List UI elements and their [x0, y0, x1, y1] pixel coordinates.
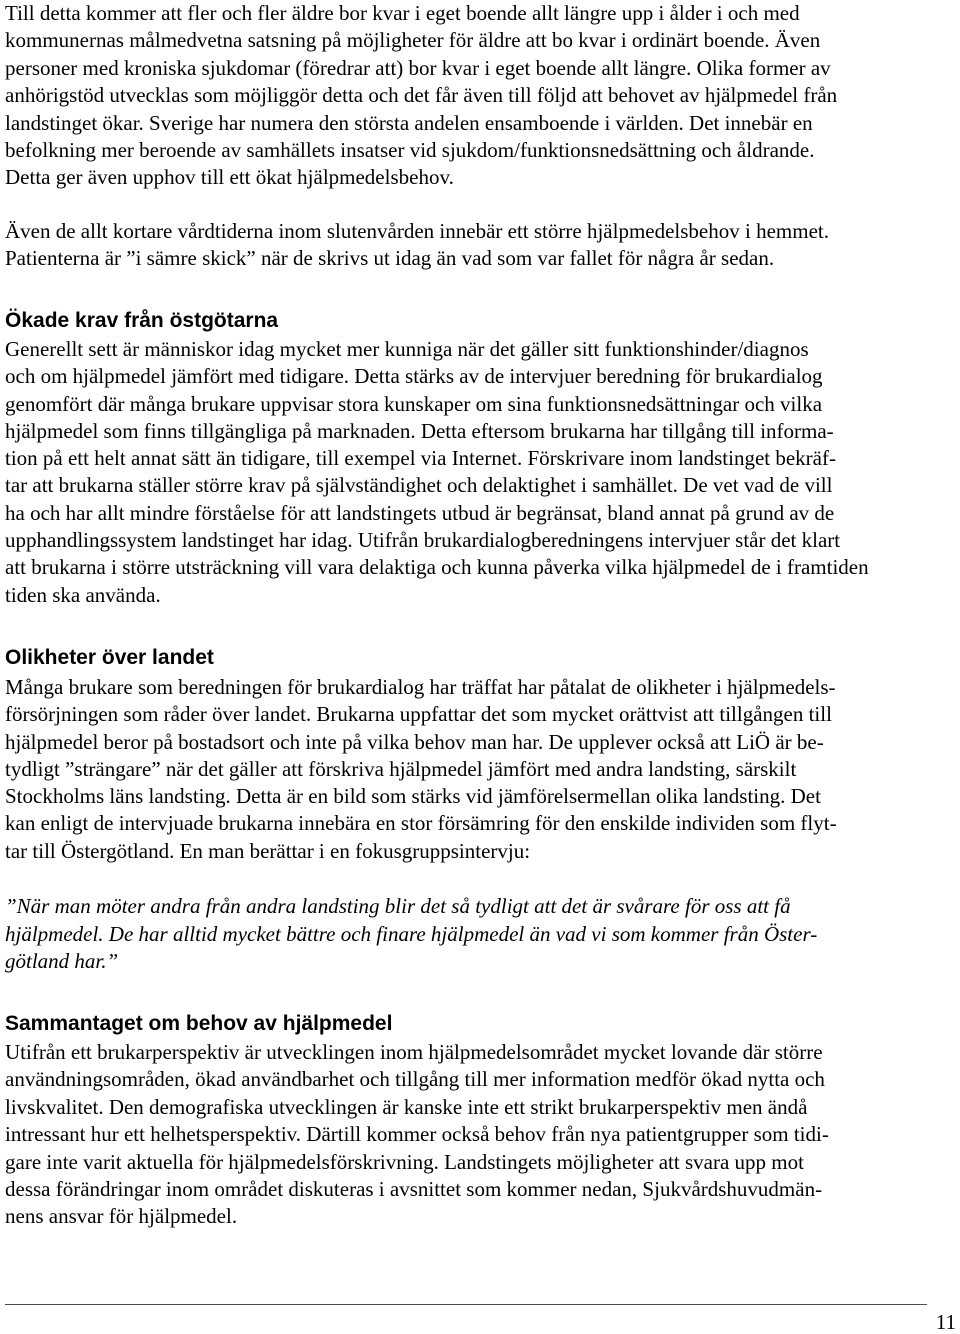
text-line: gare inte varit aktuella för hjälpmedelsförskrivning. Landstingets möjligheter att svara upp mot	[5, 1149, 804, 1174]
text-line: tar att brukarna ställer större krav på självständighet och delaktighet i samhället. De vet vad de vill	[5, 473, 833, 498]
section-heading-summary: Sammantaget om behov av hjälpmedel	[5, 1012, 393, 1035]
text-line: Till detta kommer att fler och fler äldre bor kvar i eget boende allt längre upp i ålder i och med	[5, 1, 800, 25]
text-line: tion på ett helt annat sätt än tidigare, till exempel via Internet. Förskrivare inom landstinget bekräf-	[5, 446, 836, 471]
text-line: landstinget ökar. Sverige har numera den största andelen ensamboende i världen. Det innebär en	[5, 110, 813, 135]
text-line: personer med kroniska sjukdomar (föredrar att) bor kvar i eget boende allt längre. Olika former av	[5, 55, 831, 80]
differences-paragraph	[5, 674, 955, 865]
quote-line: götland har.”	[5, 949, 119, 974]
section-heading-differences: Olikheter över landet	[5, 646, 214, 669]
text-line: hjälpmedel som finns tillgängliga på marknaden. Detta eftersom brukarna har tillgång till informa-	[5, 418, 834, 443]
text-line: Generellt sett är människor idag mycket mer kunniga när det gäller sitt funktionshinder/diagnos	[5, 337, 809, 361]
text-line: anhörigstöd utvecklas som möjliggör detta och det får även till följd att behovet av hjälpmedel från	[5, 83, 838, 108]
text-line: dessa förändringar inom området diskuteras i avsnittet som kommer nedan, Sjukvårdshuvudmän-	[5, 1177, 823, 1202]
text-line: hjälpmedel beror på bostadsort och inte på vilka behov man har. De upplever också att LiÖ är be-	[5, 729, 824, 754]
text-line: att brukarna i större utsträckning vill vara delaktiga och kunna påverka vilka hjälpmedel de i framtiden	[5, 555, 869, 580]
text-line: ha och har allt mindre förståelse för att landstingets utbud är begränsat, bland annat på grund av de	[5, 500, 835, 525]
footer-divider	[5, 1304, 927, 1305]
text-line: tydligt ”strängare” när det gäller att förskriva hjälpmedel jämfört med andra landsting, särskilt	[5, 756, 797, 781]
text-line: Detta ger även upphov till ett ökat hjälpmedelsbehov.	[5, 165, 454, 190]
text-line: användningsområden, ökad användbarhet och tillgång till mer information medför ökad nytta och	[5, 1067, 825, 1092]
quote-line: hjälpmedel. De har alltid mycket bättre och finare hjälpmedel än vad vi som kommer från Öster-	[5, 921, 818, 946]
interview-quote	[5, 893, 955, 976]
text-line: livskvalitet. Den demografiska utvecklingen är kanske inte ett strikt brukarperspektiv men ändå	[5, 1094, 808, 1119]
page-number: 11	[935, 1310, 956, 1334]
text-line: kommunernas målmedvetna satsning på möjligheter för äldre att bo kvar i ordinärt boende. Även	[5, 28, 821, 53]
quote-line: ”När man möter andra från andra landsting blir det så tydligt att det är svårare för oss att få	[5, 894, 791, 918]
text-line: upphandlingssystem landstinget har idag. Utifrån brukardialogberedningens intervjuer står det klart	[5, 528, 841, 553]
intro-paragraph	[5, 0, 957, 192]
text-line: och om hjälpmedel jämfört med tidigare. Detta stärks av de intervjuer beredning för brukardialog	[5, 364, 823, 389]
text-line: genomfört där många brukare uppvisar stora kunskaper om sina funktionsnedsättningar och vilka	[5, 391, 823, 416]
text-line: befolkning mer beroende av samhällets insatser vid sjukdom/funktionsnedsättning och åldrande.	[5, 138, 815, 163]
care-times-paragraph	[5, 218, 957, 273]
text-line: Även de allt kortare vårdtiderna inom slutenvården innebär ett större hjälpmedelsbehov i hemmet.	[5, 219, 829, 243]
text-line: kan enligt de intervjuade brukarna innebära en stor försämring för den enskilde individen som flyt-	[5, 811, 837, 836]
section-heading-demands: Ökade krav från östgötarna	[5, 309, 279, 332]
text-line: försörjningen som råder över landet. Brukarna uppfattar det som mycket orättvist att tillgången till	[5, 702, 832, 727]
text-line: Utifrån ett brukarperspektiv är utvecklingen inom hjälpmedelsområdet mycket lovande där större	[5, 1040, 823, 1064]
text-line: tar till Östergötland. En man berättar i en fokusgruppsintervju:	[5, 838, 531, 863]
text-line: Stockholms läns landsting. Detta är en bild som stärks vid jämförelsermellan olika landsting. Det	[5, 784, 821, 809]
demands-paragraph	[5, 336, 955, 609]
text-line: tiden ska använda.	[5, 582, 161, 607]
text-line: intressant hur ett helhetsperspektiv. Därtill kommer också behov från nya patientgrupper som tidi-	[5, 1122, 829, 1147]
summary-paragraph	[5, 1039, 955, 1231]
text-line: nens ansvar för hjälpmedel.	[5, 1204, 238, 1229]
text-line: Patienterna är ”i sämre skick” när de skrivs ut idag än vad som var fallet för några år sedan.	[5, 246, 775, 271]
text-line: Många brukare som beredningen för brukardialog har träffat har påtalat de olikheter i hjälpmedels-	[5, 675, 836, 699]
